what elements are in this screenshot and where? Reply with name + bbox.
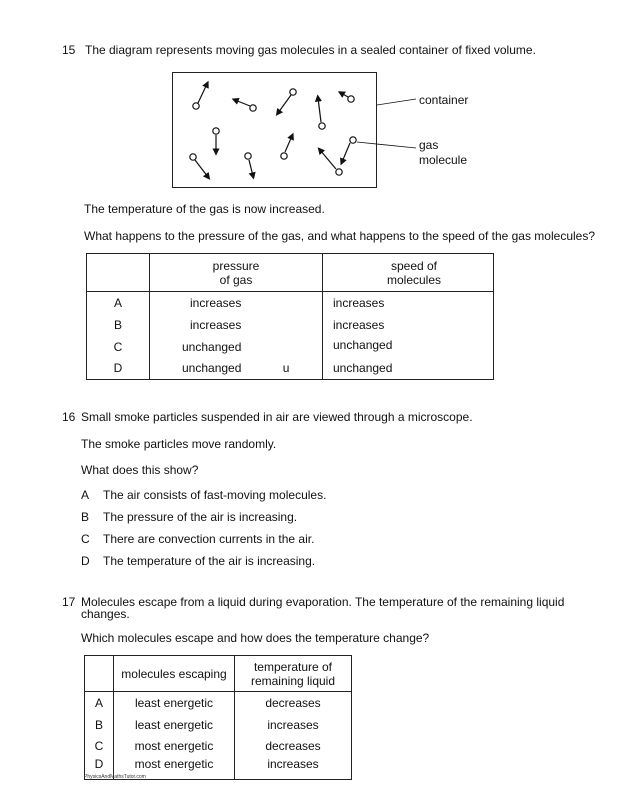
q17-d-temp: increases <box>235 756 352 780</box>
label-gas: gas <box>419 138 439 152</box>
q16-opt-d-text: The temperature of the air is increasing. <box>103 554 316 568</box>
gas-molecule <box>235 100 256 111</box>
q15-number: 15 <box>62 43 76 57</box>
q15-line2: What happens to the pressure of the gas, and what happens to the speed of the gas molecules? <box>84 229 596 243</box>
q16-opt-b-letter: B <box>81 510 90 524</box>
gas-molecule <box>193 84 207 109</box>
q17-opt-b: B <box>85 714 114 736</box>
q17-d-molecules: most energetic <box>114 756 235 780</box>
q15-b-pressure: increases <box>150 314 323 336</box>
container-leader-line <box>377 99 416 105</box>
q17-opt-a: A <box>85 692 114 714</box>
q16-opt-a-text: The air consists of fast-moving molecules. <box>103 488 327 502</box>
label-container: container <box>419 93 469 107</box>
q15-a-pressure: increases <box>150 292 323 314</box>
q15-d-speed: unchanged <box>323 358 494 380</box>
q15-a-speed: increases <box>323 292 494 314</box>
q15-head-pressure-2: of gas <box>219 272 253 287</box>
q16-line1: The smoke particles move randomly. <box>81 437 277 451</box>
q17-opt-c: C <box>85 736 114 756</box>
q17-b-temp: increases <box>235 714 352 736</box>
gas-molecule <box>278 89 296 113</box>
gas-molecule <box>342 137 356 162</box>
q15-head-speed-1: speed of <box>390 258 438 273</box>
watermark: PhysicsAndMathsTutor.com <box>84 774 146 780</box>
gas-molecule <box>320 150 342 175</box>
label-molecule: molecule <box>419 153 468 167</box>
q16-opt-d-letter: D <box>81 554 90 568</box>
q17-c-temp: decreases <box>235 736 352 756</box>
q17-a-molecules: least energetic <box>114 692 235 714</box>
q16-opt-c-text: There are convection currents in the air. <box>103 532 315 546</box>
q16-number: 16 <box>62 410 76 424</box>
q16-opt-a-letter: A <box>81 488 90 502</box>
q17-a-temp: decreases <box>235 692 352 714</box>
q15-opt-b: B <box>87 314 150 336</box>
q15-c-pressure: unchanged <box>150 336 323 358</box>
q15-intro: The diagram represents moving gas molecules in a sealed container of fixed volume. <box>85 43 536 57</box>
gas-molecule <box>318 98 325 129</box>
q15-d-pressure: unchanged <box>182 361 242 376</box>
gas-molecule <box>213 128 219 152</box>
q15-b-speed: increases <box>323 314 494 336</box>
q15-head-speed-2: molecules <box>386 272 442 287</box>
q15-line1: The temperature of the gas is now increased. <box>84 202 325 216</box>
q15-opt-c: C <box>87 336 150 358</box>
q16-line2: What does this show? <box>81 463 199 477</box>
q15-c-speed: unchanged <box>323 336 494 358</box>
q17-number: 17 <box>62 595 76 609</box>
q17-answer-table <box>84 655 352 780</box>
q17-head-temp-2: remaining liquid <box>250 673 336 688</box>
gas-molecule <box>190 154 208 177</box>
q17-intro-2: changes. <box>81 607 130 621</box>
q16-opt-b-text: The pressure of the air is increasing. <box>103 510 298 524</box>
gas-molecule <box>281 136 292 159</box>
q15-head-pressure-1: pressure <box>212 258 260 273</box>
q17-line1: Which molecules escape and how does the temperature change? <box>81 631 430 645</box>
q15-answer-table <box>86 253 494 380</box>
q15-stray-mark: u <box>282 361 290 376</box>
gas-molecule <box>245 153 253 176</box>
molecules-diagram <box>0 0 638 200</box>
q15-opt-a: A <box>87 292 150 314</box>
q17-head-temp-1: temperature of <box>253 659 333 674</box>
q16-intro: Small smoke particles suspended in air are viewed through a microscope. <box>81 410 473 424</box>
q17-b-molecules: least energetic <box>114 714 235 736</box>
q17-intro-1: Molecules escape from a liquid during evaporation. The temperature of the remaining liquid <box>81 595 565 609</box>
q17-head-molecules: molecules escaping <box>114 656 235 692</box>
gas-molecule <box>341 93 354 102</box>
q15-opt-d: D <box>87 358 150 380</box>
q17-c-molecules: most energetic <box>114 736 235 756</box>
q17-opt-d: D <box>94 756 104 771</box>
molecule-leader-line <box>357 142 416 148</box>
q16-opt-c-letter: C <box>81 532 90 546</box>
